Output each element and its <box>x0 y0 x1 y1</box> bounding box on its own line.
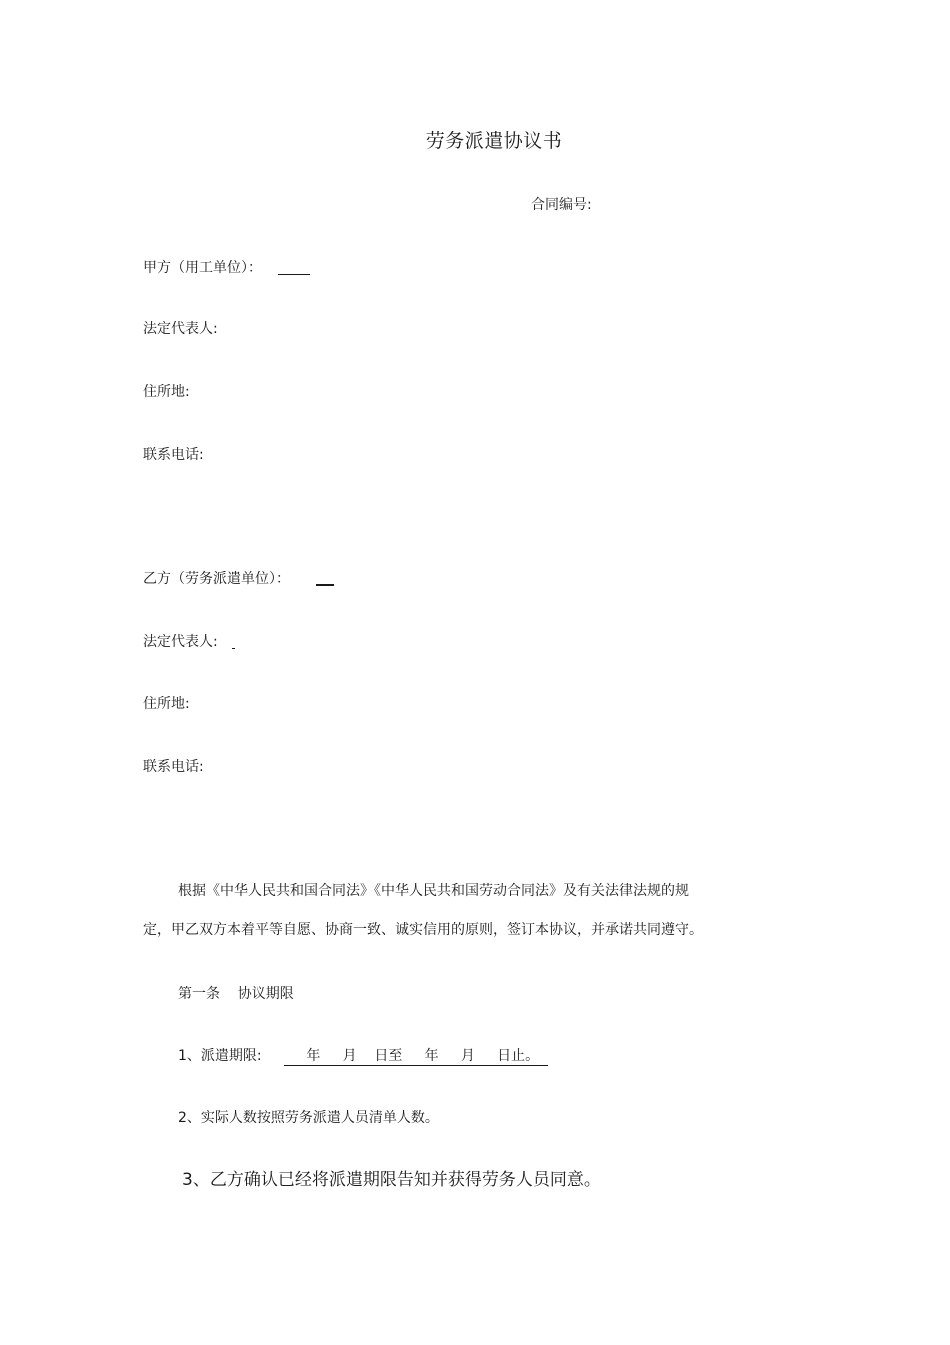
party-a-phone-label: 联系电话: <box>143 447 204 463</box>
party-b-name-row <box>143 570 334 588</box>
dispatch-term-value[interactable]: 年 月 日至 年 月 日止。 <box>284 1048 549 1064</box>
preamble-line-1: 根据《中华人民共和国合同法》《中华人民共和国劳动合同法》及有关法律法规的规 <box>178 883 689 899</box>
dispatch-term-label: 1、派遣期限: <box>178 1048 262 1064</box>
party-b-name-blank[interactable] <box>316 583 334 586</box>
party-b-name-label: 乙方（劳务派遣单位）： <box>143 571 290 587</box>
article-1-heading: 第一条 协议期限 <box>178 986 294 1002</box>
party-b-rep-blank[interactable] <box>232 647 235 649</box>
party-b-phone-label: 联系电话: <box>143 759 204 775</box>
article-1-item-3: 3、乙方确认已经将派遣期限告知并获得劳务人员同意。 <box>182 1170 601 1190</box>
party-b-address-label: 住所地: <box>143 696 190 712</box>
party-a-address-label: 住所地: <box>143 384 190 400</box>
party-a-name-blank[interactable] <box>278 273 310 275</box>
article-1-item-1 <box>178 1047 548 1065</box>
party-a-name-label: 甲方（用工单位）： <box>143 260 262 276</box>
party-b-rep-label: 法定代表人: <box>143 634 218 650</box>
preamble-line-2: 定，甲乙双方本着平等自愿、协商一致、诚实信用的原则，签订本协议，并承诺共同遵守。 <box>143 922 703 938</box>
party-a-name-row <box>143 259 310 277</box>
document-title: 劳务派遣协议书 <box>425 130 563 152</box>
article-1-item-2: 2、实际人数按照劳务派遣人员清单人数。 <box>178 1110 439 1126</box>
party-a-rep-label: 法定代表人: <box>143 321 218 337</box>
contract-number-label: 合同编号: <box>531 197 592 213</box>
party-b-rep-row <box>143 633 235 651</box>
